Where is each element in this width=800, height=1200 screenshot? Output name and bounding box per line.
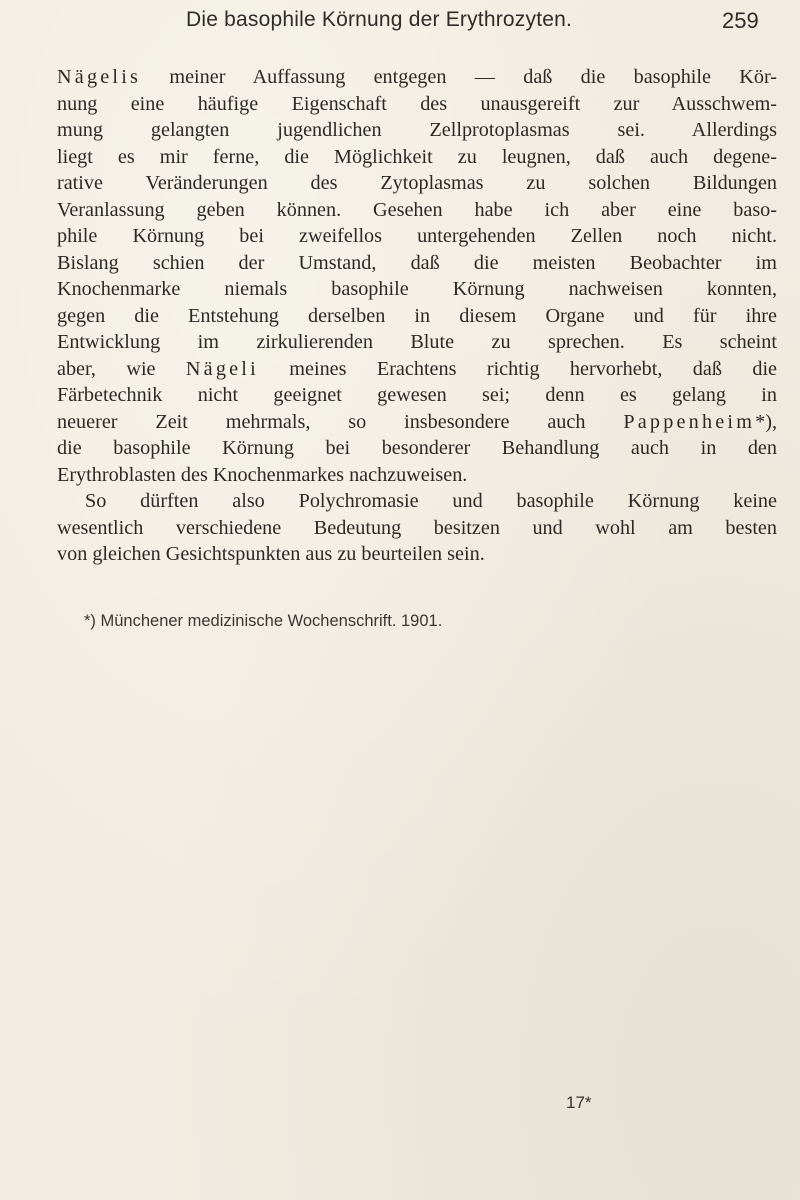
signature-mark: 17*: [566, 1093, 592, 1112]
text-line: gegen die Entstehung derselben in diesem Organe und für ihre: [57, 304, 777, 327]
text-line: liegt es mir ferne, die Möglichkeit zu leugnen, daß auch degene-: [57, 145, 777, 168]
text-line: neuerer Zeit mehrmals, so insbesondere auch Pappenheim*),: [57, 410, 777, 433]
running-title: Die basophile Körnung der Erythrozyten.: [186, 8, 573, 31]
text-line: mung gelangten jugendlichen Zellprotoplasmas sei. Allerdings: [57, 119, 777, 141]
author-name: Nägelis: [57, 66, 142, 88]
footnote: *) Münchener medizinische Wochenschrift. 1901.: [84, 612, 443, 630]
author-name: Nägeli: [185, 357, 259, 380]
text-line: aber, wie Nägeli meines Erachtens richtig hervorhebt, daß die: [57, 357, 778, 380]
text-line: Nägelis meiner Auffassung entgegen — daß die basophile Kör-: [57, 66, 777, 88]
text-line: Knochenmarke niemals basophile Körnung nachweisen konnten,: [57, 278, 777, 300]
text-line: Bislang schien der Umstand, daß die meisten Beobachter im: [57, 251, 777, 274]
text-line: Erythroblasten des Knochenmarkes nachzuweisen.: [57, 463, 468, 486]
text-line: Entwicklung im zirkulierenden Blute zu sprechen. Es scheint: [57, 331, 777, 353]
text-line: Veranlassung geben können. Gesehen habe ich aber eine baso-: [57, 198, 777, 221]
text-line: phile Körnung bei zweifellos untergehenden Zellen noch nicht.: [57, 225, 777, 247]
text-line: rative Veränderungen des Zytoplasmas zu solchen Bildungen: [57, 172, 777, 194]
text-line: die basophile Körnung bei besonderer Behandlung auch in den: [57, 437, 777, 459]
page-number: 259: [722, 8, 759, 33]
author-name: Pappenheim: [623, 410, 756, 433]
text-line: nung eine häufige Eigenschaft des unausgereift zur Ausschwem-: [57, 92, 777, 115]
text-line: Färbetechnik nicht geeignet gewesen sei; denn es gelang in: [57, 384, 777, 406]
text-line: wesentlich verschiedene Bedeutung besitzen und wohl am besten: [57, 516, 777, 539]
body-paragraphs: [57, 64, 777, 568]
text-line: von gleichen Gesichtspunkten aus zu beurteilen sein.: [57, 543, 485, 565]
text-line: So dürften also Polychromasie und basophile Körnung keine: [85, 490, 777, 512]
